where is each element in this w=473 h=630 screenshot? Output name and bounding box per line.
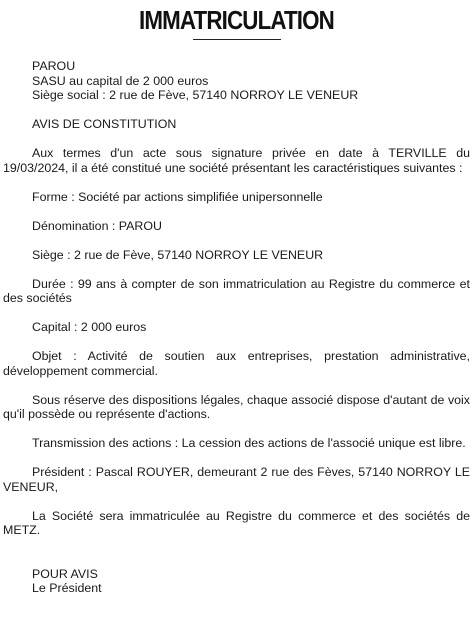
notice-body xyxy=(3,59,470,596)
closing-signature xyxy=(3,567,470,596)
title-underline xyxy=(193,39,281,40)
closing-line-2: Le Président xyxy=(32,581,102,595)
notice-type: AVIS DE CONSTITUTION xyxy=(32,117,177,131)
intro-paragraph: Aux termes d'un acte sous signature privée en date à TERVILLE du 19/03/2024, il a été constitué une société présentant les caractéristiques suivantes : xyxy=(3,146,470,175)
objet-paragraph: Objet : Activité de soutien aux entreprises, prestation administrative, développement commercial. xyxy=(3,349,470,378)
closing-line-1: POUR AVIS xyxy=(32,566,98,581)
registered-office: Siège social : 2 rue de Fève, 57140 NORROY LE VENEUR xyxy=(32,88,359,102)
company-header xyxy=(3,59,470,103)
siege-line: Siège : 2 rue de Fève, 57140 NORROY LE VENEUR xyxy=(32,247,324,262)
duree-paragraph: Durée : 99 ans à compter de son immatriculation au Registre du commerce et des sociétés xyxy=(3,276,470,305)
notice-title: IMMATRICULATION xyxy=(139,5,334,35)
transmission-paragraph: Transmission des actions : La cession des actions de l'associé unique est libre. xyxy=(32,436,466,450)
capital-line: Capital : 2 000 euros xyxy=(32,320,147,334)
forme-line: Forme : Société par actions simplifiée unipersonnelle xyxy=(32,189,323,204)
denomination-line: Dénomination : PAROU xyxy=(32,218,162,233)
president-paragraph: Président : Pascal ROUYER, demeurant 2 rue des Fèves, 57140 NORROY LE VENEUR, xyxy=(3,465,470,494)
company-form: SASU au capital de 2 000 euros xyxy=(32,73,209,88)
registration-paragraph: La Société sera immatriculée au Registre du commerce et des sociétés de METZ. xyxy=(3,508,470,537)
company-name: PAROU xyxy=(32,59,76,73)
voting-paragraph: Sous réserve des dispositions légales, chaque associé dispose d'autant de voix qu'il possède ou représente d'actions. xyxy=(3,392,470,421)
